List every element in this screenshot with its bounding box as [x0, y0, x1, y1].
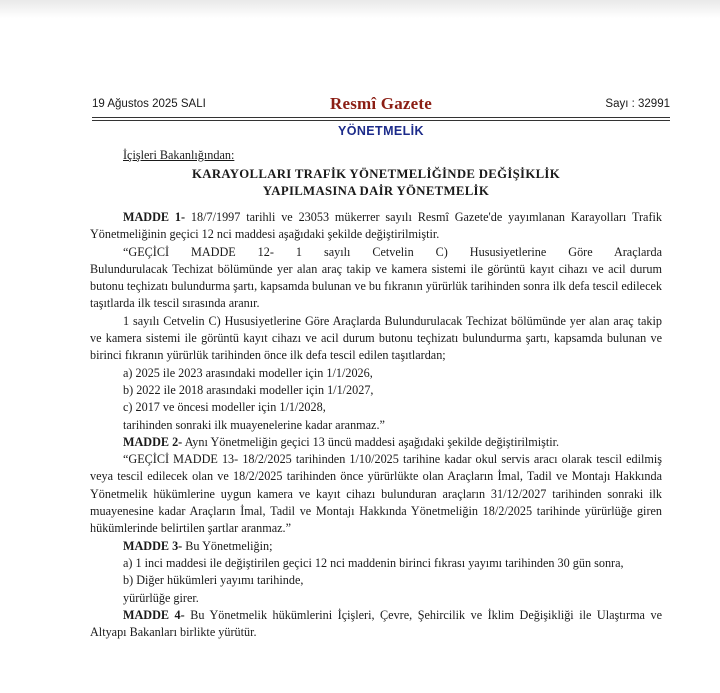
document-body [90, 147, 662, 641]
article-1 [90, 209, 662, 244]
article-1-item-b: b) 2022 ile 2018 arasındaki modeller için 1/1/2027, [123, 382, 374, 397]
article-3-item-b: b) Diğer hükümleri yayımı tarihinde, [123, 573, 304, 588]
page-top-shadow [0, 0, 720, 18]
article-4 [90, 607, 662, 642]
regulation-title-line2: YAPILMASINA DAİR YÖNETMELİK [262, 184, 490, 198]
header-rule-top [92, 117, 670, 118]
gazette-header [92, 94, 670, 116]
article-3-item-a: a) 1 inci maddesi ile değiştirilen geçici 12 nci maddenin birinci fıkrası yayımı tarihinden 30 gün sonra, [123, 555, 624, 570]
header-rule-bottom [92, 120, 670, 121]
article-1-label: MADDE 1- [123, 210, 186, 224]
article-2-text: Aynı Yönetmeliğin geçici 13 üncü maddesi aşağıdaki şekilde değiştirilmiştir. [182, 434, 560, 449]
section-heading: YÖNETMELİK [338, 124, 424, 138]
regulation-title [90, 166, 662, 200]
gazette-title: Resmî Gazete [330, 94, 432, 113]
article-4-text: Bu Yönetmelik hükümlerini İçişleri, Çevre, Şehircilik ve İklim Değişikliği ile Ulaştırma ve Altyapı Bakanları birlikte yürütür. [90, 607, 662, 640]
issue-number: Sayı : 32991 [605, 98, 670, 110]
article-1-quote-head: “GEÇİCİ MADDE 12- 1 sayılı Cetvelin C) Hususiyetlerine Göre Araçlarda [123, 244, 662, 259]
article-3-closing: yürürlüğe girer. [123, 590, 199, 605]
ministry-name: İçişleri Bakanlığından: [123, 148, 235, 162]
article-2-label: MADDE 2- [123, 434, 183, 449]
article-1-item-c: c) 2017 ve öncesi modeller için 1/1/2028, [123, 400, 326, 415]
regulation-title-line1: KARAYOLLARI TRAFİK YÖNETMELİĞİNDE DEĞİŞİKLİK [192, 167, 560, 181]
article-1-item-a: a) 2025 ile 2023 arasındaki modeller için 1/1/2026, [123, 365, 373, 380]
article-3-text: Bu Yönetmeliğin; [182, 538, 273, 553]
article-1-paragraph-2: 1 sayılı Cetvelin C) Hususiyetlerine Göre Araçlarda Bulundurulacak Techizat bölümünde yer alan araç takip ve kamera sistemi ile görüntü kayıt cihazı ve acil durum butonu teçhizatı bulundurma şartı, kapsamda bulunan ve birinci fıkranın yürürlük tarihinden önce ilk defa tescil edilen taşıtlardan; [90, 313, 662, 363]
article-2-quote: “GEÇİCİ MADDE 13- 18/2/2025 tarihinden 1/10/2025 tarihine kadar okul servis aracı olarak tescil edilmiş veya tescil edilecek olan ve 18/2/2025 tarihinden önce yürürlükte olan Araçların İmal, Tadil ve Montajı Hakkında Yönetmelik hükümlerine uygun kamera ve kayıt cihazı bulunduran araçların 31/12/2027 tarihinden sonraki ilk muayenesine kadar Araçların İmal, Tadil ve Montajı Hakkında Yönetmeliğin 18/2/2025 tarihinde yürürlüğe giren hükümlerinde belirtilen şartlar aranmaz.” [90, 452, 662, 536]
article-1-text: 18/7/1997 tarihli ve 23053 mükerrer sayılı Resmî Gazete'de yayımlanan Karayolları Trafik Yönetmeliğinin geçici 12 nci maddesi aşağıdaki şekilde değiştirilmiştir. [90, 210, 662, 242]
article-1-closing: tarihinden sonraki ilk muayenelerine kadar aranmaz.” [123, 417, 385, 432]
article-3 [90, 538, 662, 555]
article-1-quote-rest: Bulundurulacak Techizat bölümünde yer alan araç takip ve kamera sistemi ile görüntü kayıt cihazı ve acil durum butonu teçhizatı bulundurma şartı, kapsamda bulunan ve bu fıkranın yürürlük tarihinden sonra ilk defa tescil edilecek taşıtlarda ilk tescil sırasında aranır. [90, 261, 662, 311]
header-date: 19 Ağustos 2025 SALI [92, 98, 206, 110]
article-3-label: MADDE 3- [123, 538, 183, 553]
article-4-label: MADDE 4- [123, 607, 185, 622]
article-2 [90, 434, 662, 451]
